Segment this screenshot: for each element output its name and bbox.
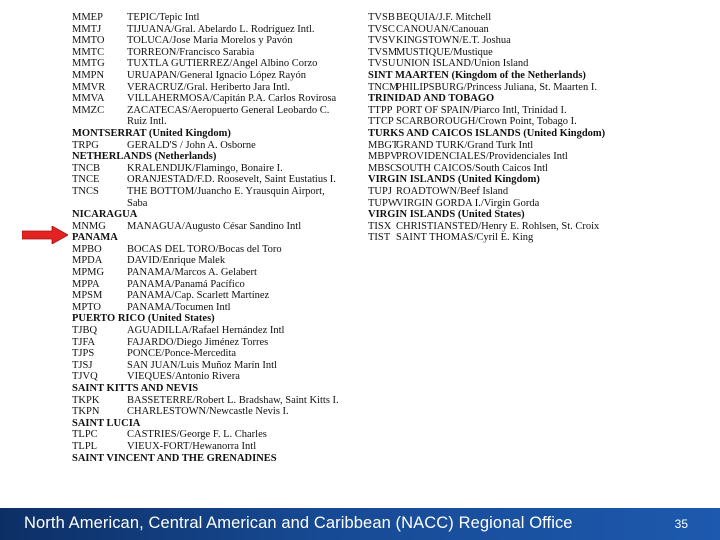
country-name: TURKS AND CAICOS ISLANDS (United Kingdom) — [368, 127, 606, 139]
airport-name: ROADTOWN/Beef Island — [396, 185, 509, 197]
airport-row — [368, 12, 658, 24]
country-name: SAINT LUCIA — [72, 417, 141, 429]
airport-name: VILLAHERMOSA/Capitán P.A. Carlos Rovirosa — [127, 93, 337, 105]
airport-name: GERALD'S / John A. Osborne — [127, 139, 256, 151]
airport-name: Ruiz Intl. — [127, 116, 167, 128]
airport-row — [368, 186, 658, 198]
page-number: 35 — [674, 517, 688, 531]
icao-code: TKPN — [72, 406, 100, 418]
icao-code: MPSM — [72, 290, 103, 302]
icao-code: MMVR — [72, 81, 106, 93]
icao-code: MMTC — [72, 46, 105, 58]
airport-row — [72, 441, 362, 453]
icao-code: TVSV — [368, 35, 396, 47]
icao-code: TIST — [368, 232, 391, 244]
airport-name: PORT OF SPAIN/Piarco Intl, Trinidad I. — [396, 104, 567, 116]
airport-row — [72, 116, 362, 128]
airport-name: PROVIDENCIALES/Providenciales Intl — [396, 151, 568, 163]
icao-code: MPDA — [72, 255, 103, 267]
footer-title: North American, Central American and Caribbean (NACC) Regional Office — [24, 514, 573, 532]
airport-row — [368, 35, 658, 47]
icao-code: TNCB — [72, 162, 101, 174]
icao-code: TJPS — [72, 348, 95, 360]
country-heading — [72, 151, 362, 163]
airport-name: UNION ISLAND/Union Island — [396, 58, 529, 70]
icao-code: TNCE — [72, 174, 100, 186]
icao-code: MMTG — [72, 58, 105, 70]
country-name: VIRGIN ISLANDS (United Kingdom) — [368, 174, 540, 186]
airport-row — [368, 232, 658, 244]
airport-name: MANAGUA/Augusto César Sandino Intl — [127, 220, 302, 232]
airport-name: TIJUANA/Gral. Abelardo L. Rodríguez Intl. — [127, 23, 315, 35]
airport-row — [72, 140, 362, 152]
airport-name: GRAND TURK/Grand Turk Intl — [396, 139, 534, 151]
country-heading — [368, 93, 658, 105]
icao-code: TVSB — [368, 12, 395, 23]
country-name: SINT MAARTEN (Kingdom of the Netherlands) — [368, 69, 586, 81]
icao-code: TLPL — [72, 440, 98, 452]
airport-row — [368, 151, 658, 163]
airport-row — [72, 221, 362, 233]
airport-name: ZACATECAS/Aeropuerto General Leobardo C. — [127, 104, 330, 116]
icao-code: MMTJ — [72, 23, 102, 35]
airport-name: Saba — [127, 197, 148, 209]
country-name: VIRGIN ISLANDS (United States) — [368, 209, 525, 221]
airport-row — [72, 337, 362, 349]
footer-bar — [0, 508, 720, 540]
airport-name: TOLUCA/Jose Maria Morelos y Pavón — [127, 35, 293, 47]
country-name: PANAMA — [72, 232, 118, 244]
icao-code: TVSU — [368, 58, 396, 70]
icao-code: TVSC — [368, 23, 395, 35]
country-name: SAINT KITTS AND NEVIS — [72, 383, 199, 394]
country-heading — [72, 453, 362, 465]
airport-name: SOUTH CAICOS/South Caicos Intl — [396, 162, 548, 174]
airport-name: PHILIPSBURG/Princess Juliana, St. Maarten I. — [396, 81, 597, 93]
airport-list-right-column — [368, 12, 658, 244]
airport-name: CHARLESTOWN/Newcastle Nevis I. — [127, 406, 289, 418]
airport-name: BEQUIA/J.F. Mitchell — [396, 12, 492, 23]
airport-name: PONCE/Ponce-Mercedita — [127, 348, 237, 360]
country-heading — [368, 209, 658, 221]
country-heading — [368, 128, 658, 140]
airport-row — [72, 93, 362, 105]
country-heading — [72, 418, 362, 430]
airport-row — [72, 429, 362, 441]
icao-code: MNMG — [72, 220, 106, 232]
country-name: TRINIDAD AND TOBAGO — [368, 93, 495, 105]
airport-row — [72, 267, 362, 279]
airport-name: KRALENDIJK/Flamingo, Bonaire I. — [127, 162, 283, 174]
airport-row — [368, 140, 658, 152]
airport-name: TORREON/Francisco Sarabia — [127, 46, 255, 58]
icao-code: TUPJ — [368, 185, 392, 197]
airport-row — [72, 35, 362, 47]
airport-name: VIEUX-FORT/Hewanorra Intl — [127, 440, 257, 452]
airport-row — [72, 163, 362, 175]
icao-code: TJVQ — [72, 371, 98, 383]
country-name: SAINT VINCENT AND THE GRENADINES — [72, 452, 277, 464]
airport-row — [72, 186, 362, 198]
airport-name: PANAMA/Tocumen Intl — [127, 301, 231, 313]
airport-name: ORANJESTAD/F.D. Roosevelt, Saint Eustatius I. — [127, 174, 336, 186]
airport-row — [368, 221, 658, 233]
airport-row — [72, 395, 362, 407]
icao-code: TJSJ — [72, 359, 93, 371]
country-heading — [72, 128, 362, 140]
icao-code: MBSC — [368, 162, 398, 174]
icao-code: MMVA — [72, 93, 105, 105]
icao-code: TKPK — [72, 394, 100, 406]
icao-code: MBPV — [368, 151, 398, 163]
icao-code: TUPW — [368, 197, 398, 209]
airport-row — [72, 325, 362, 337]
icao-code: TJBQ — [72, 325, 98, 337]
airport-name: PANAMA/Marcos A. Gelabert — [127, 267, 257, 279]
country-name: PUERTO RICO (United States) — [72, 313, 215, 325]
airport-row — [72, 70, 362, 82]
airport-row — [72, 290, 362, 302]
airport-name: URUAPAN/General Ignacio López Rayón — [127, 69, 306, 81]
icao-code: TNCM — [368, 81, 399, 93]
icao-code: TTCP — [368, 116, 394, 128]
airport-row — [368, 24, 658, 36]
airport-row — [72, 82, 362, 94]
airport-row — [72, 279, 362, 291]
airport-row — [368, 105, 658, 117]
airport-name: CHRISTIANSTED/Henry E. Rohlsen, St. Croix — [396, 220, 600, 232]
country-heading — [368, 174, 658, 186]
icao-code: MBGT — [368, 139, 399, 151]
country-heading — [72, 313, 362, 325]
icao-code: TTPP — [368, 104, 393, 116]
airport-row — [368, 116, 658, 128]
icao-code: MPBO — [72, 243, 102, 255]
airport-name: FAJARDO/Diego Jiménez Torres — [127, 336, 269, 348]
airport-name: BOCAS DEL TORO/Bocas del Toro — [127, 243, 282, 255]
icao-code: TVSM — [368, 46, 398, 58]
airport-row — [72, 406, 362, 418]
airport-row — [368, 58, 658, 70]
icao-code: MPTO — [72, 301, 101, 313]
airport-name: SAINT THOMAS/Cyril E. King — [396, 232, 534, 244]
icao-code: MMTO — [72, 35, 105, 47]
country-heading — [72, 232, 362, 244]
country-name: MONTSERRAT (United Kingdom) — [72, 127, 231, 139]
icao-code: TLPC — [72, 429, 98, 441]
airport-name: AGUADILLA/Rafael Hernández Intl — [127, 325, 285, 337]
airport-name: SAN JUAN/Luis Muñoz Marín Intl — [127, 359, 277, 371]
airport-name: THE BOTTOM/Juancho E. Yrausquin Airport, — [127, 185, 325, 197]
airport-name: DAVID/Enrique Malek — [127, 255, 226, 267]
icao-code: MPMG — [72, 267, 105, 279]
airport-name: SCARBOROUGH/Crown Point, Tobago I. — [396, 116, 577, 128]
country-heading — [72, 209, 362, 221]
icao-code: MPPA — [72, 278, 100, 290]
airport-row — [72, 58, 362, 70]
airport-row — [72, 371, 362, 383]
airport-row — [72, 302, 362, 314]
airport-row — [368, 198, 658, 210]
icao-code: TRPG — [72, 139, 99, 151]
airport-row — [72, 198, 362, 210]
airport-row — [72, 360, 362, 372]
airport-row — [368, 82, 658, 94]
airport-row — [72, 105, 362, 117]
airport-list-left-column — [72, 12, 362, 464]
airport-name: CANOUAN/Canouan — [396, 23, 489, 35]
airport-row — [72, 24, 362, 36]
airport-name: PANAMA/Cap. Scarlett Martínez — [127, 290, 270, 302]
airport-row — [72, 12, 362, 24]
country-heading — [368, 70, 658, 82]
airport-row — [72, 244, 362, 256]
airport-row — [72, 47, 362, 59]
icao-code: TJFA — [72, 336, 96, 348]
airport-row — [72, 348, 362, 360]
airport-row — [72, 255, 362, 267]
airport-name: KINGSTOWN/E.T. Joshua — [396, 35, 511, 47]
airport-name: TEPIC/Tepic Intl — [127, 12, 200, 23]
airport-name: CASTRIES/George F. L. Charles — [127, 429, 267, 441]
airport-name: BASSETERRE/Robert L. Bradshaw, Saint Kitts I. — [127, 394, 339, 406]
right-arrow-icon — [22, 226, 68, 244]
airport-name: MUSTIQUE/Mustique — [396, 46, 493, 58]
country-name: NETHERLANDS (Netherlands) — [72, 151, 217, 163]
airport-name: TUXTLA GUTIERREZ/Angel Albino Corzo — [127, 58, 318, 70]
airport-name: PANAMA/Panamá Pacífico — [127, 278, 245, 290]
icao-code: MMEP — [72, 12, 103, 23]
airport-name: VERACRUZ/Gral. Heriberto Jara Intl. — [127, 81, 291, 93]
airport-name: VIRGIN GORDA I./Virgin Gorda — [396, 197, 540, 209]
airport-row — [72, 174, 362, 186]
airport-name: VIEQUES/Antonio Rivera — [127, 371, 240, 383]
icao-code: TISX — [368, 220, 392, 232]
icao-code: TNCS — [72, 185, 99, 197]
icao-code: MMPN — [72, 69, 105, 81]
country-heading — [72, 383, 362, 395]
icao-code: MMZC — [72, 104, 105, 116]
country-name: NICARAGUA — [72, 209, 138, 221]
airport-row — [368, 163, 658, 175]
airport-row — [368, 47, 658, 59]
